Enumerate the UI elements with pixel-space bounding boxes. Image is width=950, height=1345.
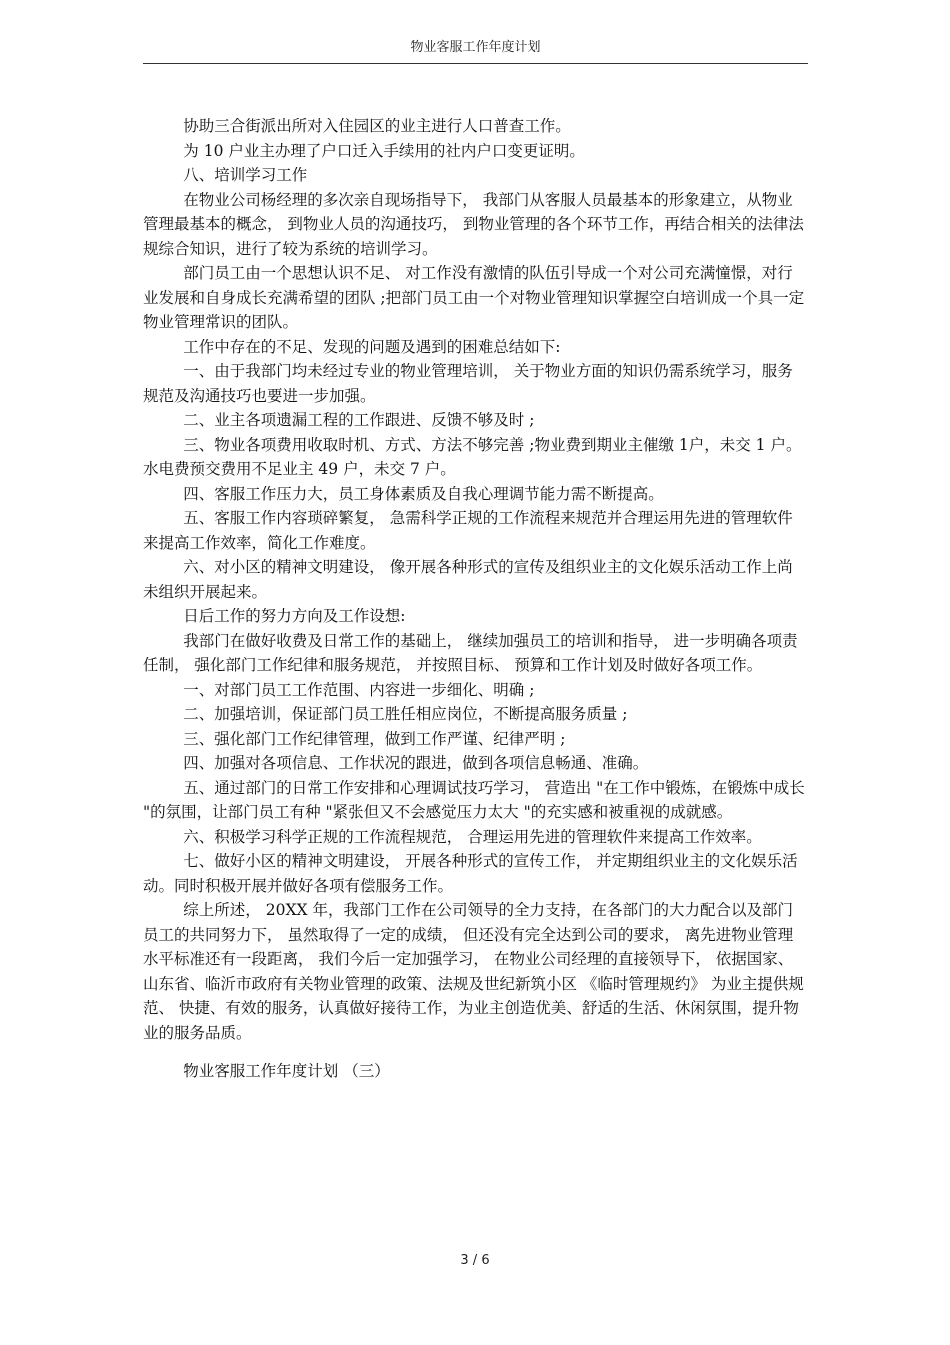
- list-item: 三、物业各项费用收取时机、方式、方法不够完善 ;物业费到期业主催缴 1户，未交 1 户。水电费预交费用不足业主 49 户，未交 7 户。: [143, 435, 802, 478]
- list-item: 二、加强培训，保证部门员工胜任相应岗位，不断提高服务质量 ;: [183, 705, 628, 723]
- paragraph: 综上所述， 20XX 年，我部门工作在公司领导的全力支持，在各部门的大力配合以及部门员工的共同努力下， 虽然取得了一定的成绩， 但还没有完全达到公司的要求， 离先进物业管理水平标准还有一段距离， 我们今后一定加强学习， 在物业公司经理的直接领导下， 依据国家、 山东省、临沂市政府有关物业管理的政策、法规及世纪新筑小区 《临时管理规约》 为业主提供规范、 快捷、有效的服务，认真做好接待工作，为业主创造优美、舒适的生活、休闲氛围，提升物业的服务品质。: [143, 901, 804, 1042]
- list-item: 五、通过部门的日常工作安排和心理调试技巧学习， 营造出 "在工作中锻炼，在锻炼中成长 "的氛围，让部门员工有种 "紧张但又不会感觉压力太大 "的充实感和被重视的成就感。: [143, 778, 805, 821]
- paragraph: 工作中存在的不足、发现的问题及遇到的困难总结如下:: [183, 337, 561, 356]
- list-item: 四、客服工作压力大，员工身体素质及自我心理调节能力需不断提高。: [183, 484, 664, 503]
- section-title: 物业客服工作年度计划 （三）: [183, 1062, 390, 1080]
- section-heading: 八、培训学习工作: [183, 166, 308, 184]
- list-item: 五、客服工作内容琐碎繁复， 急需科学正规的工作流程来规范并合理运用先进的管理软件来提高工作效率，简化工作难度。: [143, 509, 793, 552]
- paragraph: 协助三合街派出所对入住园区的业主进行人口普查工作。: [183, 117, 571, 135]
- list-item: 六、对小区的精神文明建设， 像开展各种形式的宣传及组织业主的文化娱乐活动工作上尚未组织开展起来。: [143, 558, 793, 601]
- list-item: 二、业主各项遗漏工程的工作跟进、反馈不够及时 ;: [183, 411, 535, 429]
- page-header: 物业客服工作年度计划: [410, 40, 541, 55]
- document-body: [143, 114, 808, 1084]
- paragraph: 我部门在做好收费及日常工作的基础上， 继续加强员工的培训和指导， 进一步明确各项责任制， 强化部门工作纪律和服务规范， 并按照目标、 预算和工作计划及时做好各项工作。: [143, 631, 798, 674]
- paragraph: 为 10 户业主办理了户口迁入手续用的社内户口变更证明。: [183, 141, 585, 160]
- page-number: 3 / 6: [460, 1253, 490, 1268]
- list-item: 四、加强对各项信息、工作状况的跟进，做到各项信息畅通、准确。: [183, 754, 649, 772]
- paragraph: 在物业公司杨经理的多次亲自现场指导下， 我部门从客服人员最基本的形象建立，从物业管理最基本的概念， 到物业人员的沟通技巧， 到物业管理的各个环节工作，再结合相关的法律法规综合知识，进行了较为系统的培训学习。: [143, 190, 804, 258]
- list-item: 六、积极学习科学正规的工作流程规范， 合理运用先进的管理软件来提高工作效率。: [183, 827, 762, 846]
- list-item: 一、由于我部门均未经过专业的物业管理培训， 关于物业方面的知识仍需系统学习，服务规范及沟通技巧也要进一步加强。: [143, 362, 793, 405]
- paragraph: 日后工作的努力方向及工作设想:: [183, 607, 406, 625]
- header-divider: [143, 63, 808, 64]
- paragraph: 部门员工由一个思想认识不足、 对工作没有激情的队伍引导成一个对公司充满憧憬，对行业发展和自身成长充满希望的团队 ;把部门员工由一个对物业管理知识掌握空白培训成一个具一定物业管理常识的团队。: [143, 264, 805, 331]
- list-item: 三、强化部门工作纪律管理，做到工作严谨、纪律严明 ;: [183, 729, 566, 748]
- list-item: 一、对部门员工工作范围、内容进一步细化、明确 ;: [183, 680, 535, 699]
- list-item: 七、做好小区的精神文明建设， 开展各种形式的宣传工作， 并定期组织业主的文化娱乐活动。同时积极开展并做好各项有偿服务工作。: [143, 852, 798, 895]
